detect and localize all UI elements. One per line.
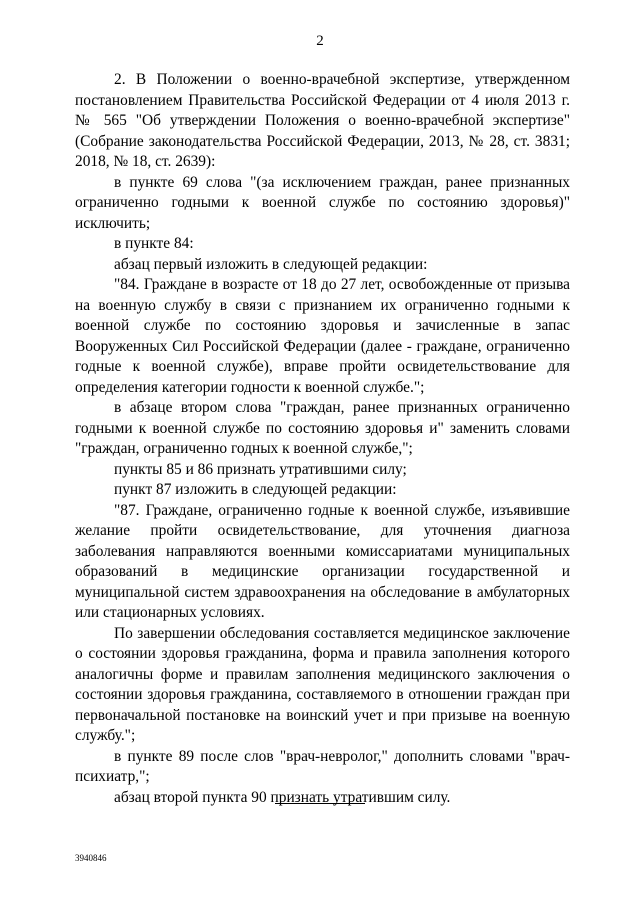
paragraph-point-69: в пункте 69 слова "(за исключением граждан, ранее признанных ограниченно годными к военной службе по состоянию здоровья)" исключить;: [75, 173, 570, 232]
paragraph-point-90: абзац второй пункта 90 признать утратившим силу.: [114, 788, 451, 806]
paragraph-point-84-text: "84. Граждане в возрасте от 18 до 27 лет, освобожденные от призыва на военную службу в связи с признанием их ограниченно годными к военной службе по состоянию здоровья и зачисленные в запас Вооруженных Сил Российской Федерации (далее - граждане, ограниченно годные к военной службе), вправе пройти освидетельствование для определения категории годности к военной службе.";: [75, 276, 570, 396]
paragraph-point-87-conclusion: По завершении обследования составляется медицинское заключение о состоянии здоровья гражданина, форма и правила заполнения которого аналогичны форме и правилам заполнения медицинского заключения о состоянии здоровья гражданина, составляемого в отношении граждан при первоначальной постановке на воинский учет и при призыве на военную службу.";: [75, 624, 570, 744]
document-code: 3940846: [75, 853, 107, 863]
document-body: [75, 70, 570, 808]
paragraph-point-84-second-abzac: в абзаце втором слова "граждан, ранее признанных ограниченно годными к военной службе по состоянию здоровья и" заменить словами "граждан, ограниченно годных к военной службе,";: [75, 399, 570, 457]
paragraph-point-87-heading: пункт 87 изложить в следующей редакции:: [114, 481, 397, 498]
paragraph-amendment-intro: 2. В Положении о военно-врачебной экспертизе, утвержденном постановлением Правительства Российской Федерации от 4 июля 2013 г. № 565 "Об утверждении Положения о военно-врачебной экспертизе" (Собрание законодательства Российской Федерации, 2013, № 28, ст. 3831; 2018, № 18, ст. 2639):: [75, 71, 570, 170]
page-number: 2: [316, 33, 324, 49]
paragraph-point-84-first-abzac: абзац первый изложить в следующей редакции:: [114, 255, 428, 273]
paragraph-points-85-86: пункты 85 и 86 признать утратившими силу;: [114, 460, 407, 478]
paragraph-point-84-heading: в пункте 84:: [114, 235, 194, 252]
closing-divider: [275, 803, 365, 804]
paragraph-point-87-text: "87. Граждане, ограниченно годные к военной службе, изъявившие желание пройти освидетельствование, для уточнения диагноза заболевания направляются военными комиссариатами муниципальных образований в медицинские организации государственной и муниципальной систем здравоохранения на обследование в амбулаторных или стационарных условиях.: [75, 501, 570, 621]
paragraph-point-89: в пункте 89 после слов "врач-невролог," дополнить словами "врач-психиатр,";: [75, 747, 570, 785]
